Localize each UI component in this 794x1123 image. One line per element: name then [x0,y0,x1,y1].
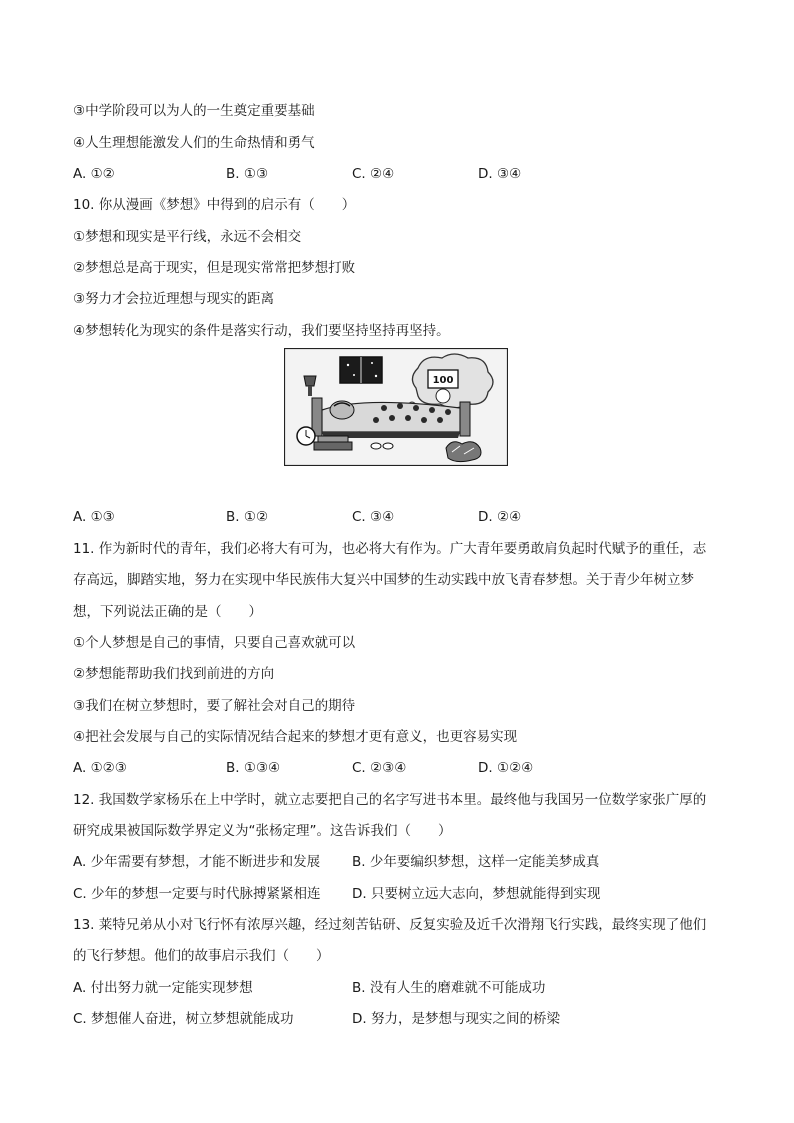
q13-stem-line-2: 的飞行梦想。他们的故事启示我们（ ） [73,948,330,964]
q10-option-a[interactable]: A. ①③ [73,509,115,525]
q11-statement-3: ③我们在树立梦想时，要了解社会对自己的期待 [73,698,356,714]
q9-option-c[interactable]: C. ②④ [352,166,395,182]
q12-option-a[interactable]: A. 少年需要有梦想，才能不断进步和发展 [73,854,321,870]
q10-statement-4: ④梦想转化为现实的条件是落实行动，我们要坚持坚持再坚持。 [73,323,450,339]
q10-statement-3: ③努力才会拉近理想与现实的距离 [73,291,275,307]
q11-stem-line-2: 存高远，脚踏实地，努力在实现中华民族伟大复兴中国梦的生动实践中放飞青春梦想。关于青少年树立梦 [73,572,694,588]
q10-statement-1: ①梦想和现实是平行线，永远不会相交 [73,229,302,245]
q11-option-a[interactable]: A. ①②③ [73,760,127,776]
q9-option-b[interactable]: B. ①③ [226,166,269,182]
q13-option-a[interactable]: A. 付出努力就一定能实现梦想 [73,980,253,996]
q13-option-c[interactable]: C. 梦想催人奋进，树立梦想就能成功 [73,1011,294,1027]
q13-option-d[interactable]: D. 努力，是梦想与现实之间的桥梁 [352,1011,560,1027]
q11-option-c[interactable]: C. ②③④ [352,760,407,776]
q10-option-d[interactable]: D. ②④ [478,509,522,525]
score-text: 100 [432,375,454,386]
q9-option-a[interactable]: A. ①② [73,166,115,182]
q11-statement-2: ②梦想能帮助我们找到前进的方向 [73,666,275,682]
q10-option-b[interactable]: B. ①② [226,509,269,525]
q13-option-b[interactable]: B. 没有人生的磨难就不可能成功 [352,980,546,996]
q13-stem-line-1: 13. 莱特兄弟从小对飞行怀有浓厚兴趣，经过刻苦钻研、反复实验及近千次滑翔飞行实践，最终实现了他们 [73,917,707,933]
q12-option-b[interactable]: B. 少年要编织梦想，这样一定能美梦成真 [352,854,600,870]
q11-option-d[interactable]: D. ①②④ [478,760,534,776]
statement-4: ④人生理想能激发人们的生命热情和勇气 [73,135,315,151]
q10-statement-2: ②梦想总是高于现实，但是现实常常把梦想打败 [73,260,356,276]
q12-option-d[interactable]: D. 只要树立远大志向，梦想就能得到实现 [352,886,601,902]
q10-stem: 10. 你从漫画《梦想》中得到的启示有（ ） [73,197,356,213]
q12-stem-line-2: 研究成果被国际数学界定义为“张杨定理”。这告诉我们（ ） [73,823,452,839]
q10-option-c[interactable]: C. ③④ [352,509,395,525]
statement-3: ③中学阶段可以为人的一生奠定重要基础 [73,103,315,119]
dream-cartoon-image [284,348,508,466]
q12-stem-line-1: 12. 我国数学家杨乐在上中学时，就立志要把自己的名字写进书本里。最终他与我国另一位数学家张广厚的 [73,792,707,808]
q11-option-b[interactable]: B. ①③④ [226,760,281,776]
q11-statement-1: ①个人梦想是自己的事情，只要自己喜欢就可以 [73,635,356,651]
q11-stem-line-1: 11. 作为新时代的青年，我们必将大有可为，也必将大有作为。广大青年要勇敢肩负起时代赋予的重任，志 [73,541,707,557]
q9-option-d[interactable]: D. ③④ [478,166,522,182]
q11-stem-line-3: 想，下列说法正确的是（ ） [73,604,262,620]
q11-statement-4: ④把社会发展与自己的实际情况结合起来的梦想才更有意义，也更容易实现 [73,729,518,745]
q12-option-c[interactable]: C. 少年的梦想一定要与时代脉搏紧紧相连 [73,886,321,902]
